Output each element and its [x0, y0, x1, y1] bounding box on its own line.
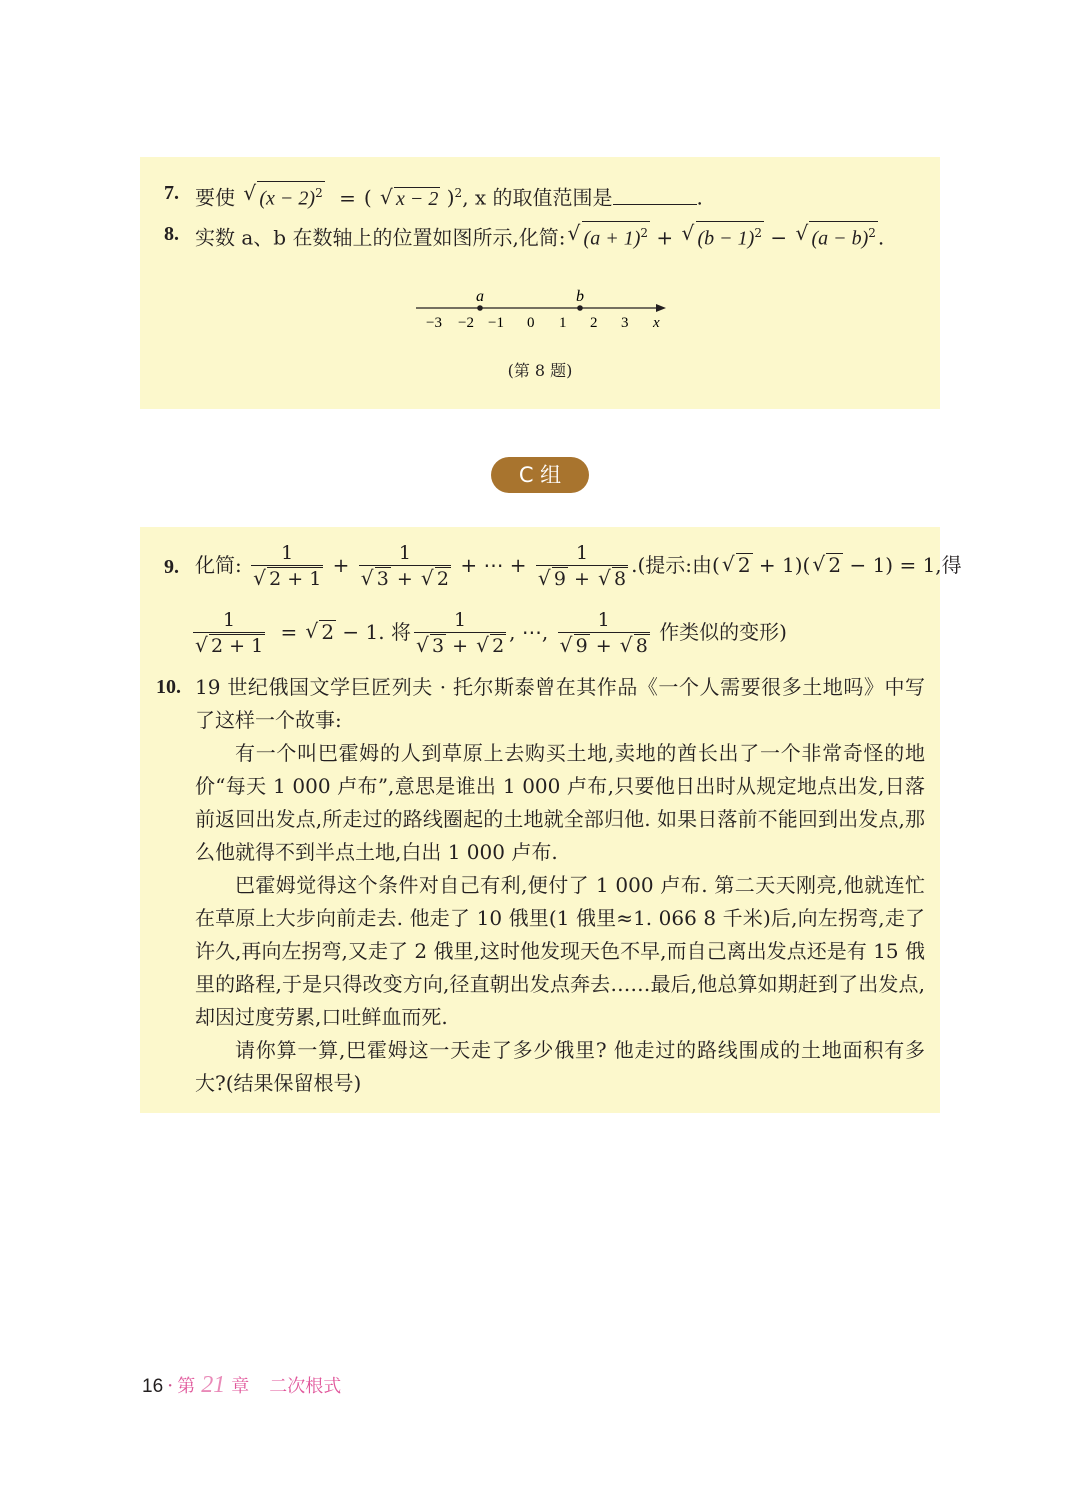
sqrt-sign: [812, 552, 843, 578]
problem-9-line-1: [195, 541, 962, 592]
fraction: [251, 541, 323, 592]
sqrt-sign: [538, 566, 568, 592]
problem-10-body: [195, 671, 925, 1100]
p7-tail: , x 的取值范围是: [462, 185, 613, 210]
problem-8-number: 8.: [164, 223, 179, 245]
p8-text: 实数 a、b 在数轴上的位置如图所示,化简:: [195, 225, 566, 250]
sqrt-sign: [476, 633, 506, 659]
sqrt-sign: [253, 566, 323, 592]
radicand: 2: [436, 568, 449, 590]
radicand: 3: [431, 635, 445, 657]
label-a: a: [476, 288, 484, 305]
arrow-icon: [656, 304, 666, 312]
tick-label: −2: [458, 315, 474, 331]
fraction: 1 √ 3 + √ 2: [414, 608, 506, 659]
sqrt-sign: [795, 221, 877, 251]
denominator: 2 + 1: [269, 568, 322, 590]
exponent: 2: [754, 226, 762, 240]
tick-label: 0: [527, 315, 535, 331]
exponent: 2: [315, 186, 323, 200]
radicand: 2: [737, 553, 751, 577]
sqrt-sign: [380, 185, 440, 211]
tick-label: 1: [559, 315, 567, 331]
paragraph: 巴霍姆觉得这个条件对自己有利,便付了 1 000 卢布. 第二天天刚亮,他就连忙在草原上大步向前走去. 他走了 10 俄里(1 俄里≈1. 066 8 千米)后,向左拐弯,走了许久,再向左拐弯,又走了 2 俄里,这时他发现天色不早,而自己离出发点还是有 15 俄里的路程,于是只得改变方向,径直朝出发点奔去……最后,他总算如期赶到了出发点,却因过度劳累,口吐鲜血而死.: [195, 873, 925, 1029]
radicand: 8: [614, 568, 627, 590]
chapter-suffix: 章: [231, 1376, 250, 1397]
point-a: [477, 305, 483, 311]
numerator: 1: [536, 541, 628, 566]
p7-equals: =: [339, 185, 356, 210]
sqrt-sign: [722, 552, 753, 578]
sqrt-sign: [361, 566, 391, 592]
sqrt-sign: [620, 633, 650, 659]
p7-radicand-right: x − 2: [396, 187, 439, 210]
radicand: 8: [635, 635, 648, 657]
sqrt-sign: [568, 221, 650, 251]
axis-label-x: x: [653, 315, 660, 331]
exponent: 2: [868, 226, 876, 240]
problem-9-number: 9.: [164, 556, 179, 578]
exponent: 2: [640, 226, 649, 240]
p8-radicand-1: (a + 1): [583, 227, 641, 250]
tick-labels: [426, 315, 660, 331]
p9-lead: 化简:: [195, 553, 242, 577]
p8-radicand-3: (a − b): [811, 227, 869, 250]
group-c-badge: C 组: [491, 457, 589, 493]
tick-label: 2: [590, 315, 598, 331]
answer-blank: [613, 188, 697, 205]
chapter-title: 二次根式: [269, 1376, 342, 1397]
chapter-number: 21: [201, 1372, 226, 1398]
plus: +: [332, 553, 350, 577]
minus: −: [770, 225, 788, 250]
radicand: 2: [828, 553, 842, 577]
figure-caption: (第 8 题): [507, 361, 573, 380]
exponent: 2: [454, 186, 463, 200]
denominator: 2 + 1: [211, 635, 264, 657]
radicand: 9: [575, 635, 588, 657]
plus: +: [656, 225, 674, 250]
numerator: 1: [414, 608, 506, 633]
numerator: 1: [193, 608, 265, 633]
equals: =: [280, 620, 298, 644]
sqrt-sign: [416, 633, 446, 659]
sqrt-sign: [598, 566, 628, 592]
sqrt-sign: [305, 619, 336, 645]
problem-7-text: 要使 √ $(x - 2)^2$ = ( √ x − 2 )$^2$, x 的取值范围是 .: [195, 180, 703, 211]
numerator: 1: [359, 541, 451, 566]
p7-lead: 要使: [195, 185, 235, 210]
tick-label: 3: [621, 315, 629, 331]
hint-text: + 1)(: [758, 553, 811, 577]
radicand: 9: [553, 568, 567, 590]
sqrt-sign: [560, 633, 590, 659]
paragraph: 有一个叫巴霍姆的人到草原上去购买土地,卖地的酋长出了一个非常奇怪的地价“每天 1 000 卢布”,意思是谁出 1 000 卢布,只要他日出时从规定地点出发,日落前返回出发点,所走过的路线圈起的土地就全部归他. 如果日落前不能回到出发点,那么他就得不到半点土地,白出 1 000 卢布.: [195, 741, 925, 864]
label-b: b: [576, 288, 584, 305]
sqrt-sign: [243, 181, 324, 211]
number-line-figure: [410, 284, 680, 334]
point-b: [577, 305, 583, 311]
tick-label: −1: [488, 315, 504, 331]
radicand: 2: [321, 620, 335, 644]
ellipsis: + ⋯ +: [460, 553, 527, 577]
separator: , ⋯,: [509, 620, 549, 644]
fraction: [193, 608, 265, 659]
sqrt-sign: [421, 566, 451, 592]
problem-7-number: 7.: [164, 182, 179, 204]
p7-radicand-left: (x − 2): [259, 187, 316, 210]
hint-text: − 1) = 1,得: [849, 553, 962, 577]
p9-transform-text: − 1. 将: [342, 620, 411, 644]
page-footer: [142, 1372, 341, 1399]
radicand: 2: [492, 635, 505, 657]
p9-tail: 作类似的变形): [659, 620, 787, 644]
period: .: [877, 225, 885, 250]
paragraph: 请你算一算,巴霍姆这一天走了多少俄里? 他走过的路线围成的土地面积有多大?(结果保留根号): [195, 1038, 925, 1095]
period: .: [696, 185, 703, 210]
page-number: 16: [142, 1376, 164, 1397]
p8-radicand-2: (b − 1): [697, 227, 755, 250]
numerator: 1: [251, 541, 323, 566]
paragraph: 19 世纪俄国文学巨匠列夫 · 托尔斯泰曾在其作品《一个人需要很多土地吗》中写了这样一个故事:: [195, 675, 925, 732]
chapter-prefix: 第: [177, 1376, 196, 1397]
problem-9-line-2: [190, 608, 787, 659]
problem-10-number: 10.: [156, 676, 181, 698]
sqrt-sign: [195, 633, 265, 659]
fraction: 1 √ 3 + √ 2: [359, 541, 451, 592]
hint-text: .(提示:由(: [631, 553, 720, 577]
radicand: 3: [376, 568, 389, 590]
footer-dot: ·: [167, 1375, 174, 1397]
tick-label: −3: [426, 315, 442, 331]
sqrt-sign: [682, 221, 764, 251]
fraction: 1 √ 9 + √ 8: [536, 541, 628, 592]
fraction: 1 √ 9 + √ 8: [558, 608, 650, 659]
problem-8-text: [195, 221, 884, 251]
numerator: 1: [558, 608, 650, 633]
